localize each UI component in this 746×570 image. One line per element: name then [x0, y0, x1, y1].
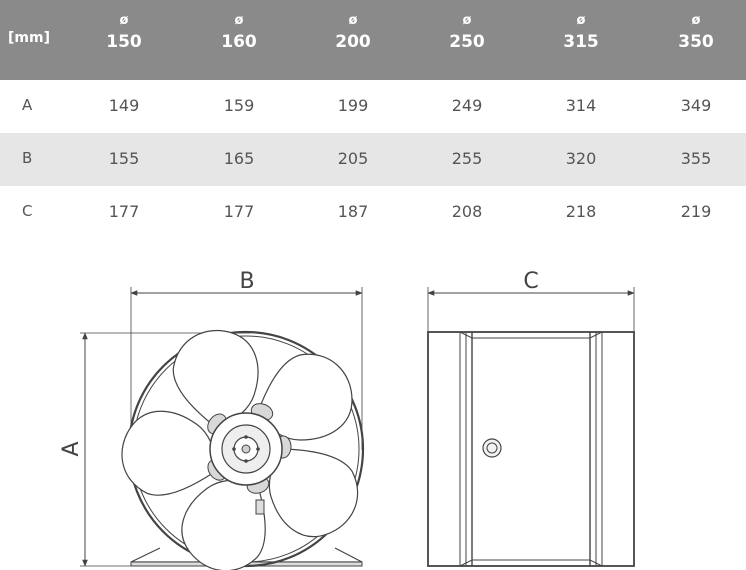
dimension-label-c: C — [523, 269, 539, 294]
hub-bolt — [244, 459, 248, 463]
table-cell: 155 — [108, 149, 140, 168]
table-cell: 159 — [223, 96, 255, 115]
row-label: C — [22, 202, 33, 220]
table-cell: 218 — [565, 202, 597, 221]
diameter-header: ø 160 — [221, 13, 257, 52]
cable-gland — [483, 439, 501, 457]
front-view — [80, 287, 369, 570]
unit-label: [mm] — [8, 30, 50, 46]
row-label: A — [22, 96, 33, 114]
table-cell: 320 — [565, 149, 597, 168]
hub-bolt — [232, 447, 236, 451]
duct-body — [428, 332, 634, 566]
fan-shaft — [242, 445, 250, 453]
side-view — [428, 287, 634, 566]
diameter-header: ø 150 — [106, 13, 142, 52]
table-cell: 149 — [108, 96, 140, 115]
motor-tab — [256, 500, 264, 514]
dimension-label-a: A — [59, 441, 84, 457]
table-cell: 314 — [565, 96, 597, 115]
table-cell: 187 — [337, 202, 369, 221]
hub-bolt — [256, 447, 260, 451]
table-cell: 208 — [451, 202, 483, 221]
hub-bolt — [244, 435, 248, 439]
diameter-header: ø 350 — [678, 13, 714, 52]
dimension-label-b: B — [239, 269, 255, 294]
table-cell: 177 — [108, 202, 140, 221]
diameter-header: ø 250 — [449, 13, 485, 52]
diameter-header: ø 315 — [563, 13, 599, 52]
table-cell: 199 — [337, 96, 369, 115]
table-cell: 219 — [680, 202, 712, 221]
row-label: B — [22, 149, 33, 167]
table-cell: 255 — [451, 149, 483, 168]
table-cell: 249 — [451, 96, 483, 115]
diameter-header: ø 200 — [335, 13, 371, 52]
table-cell: 177 — [223, 202, 255, 221]
table-cell: 205 — [337, 149, 369, 168]
table-cell: 165 — [223, 149, 255, 168]
table-cell: 349 — [680, 96, 712, 115]
table-cell: 355 — [680, 149, 712, 168]
